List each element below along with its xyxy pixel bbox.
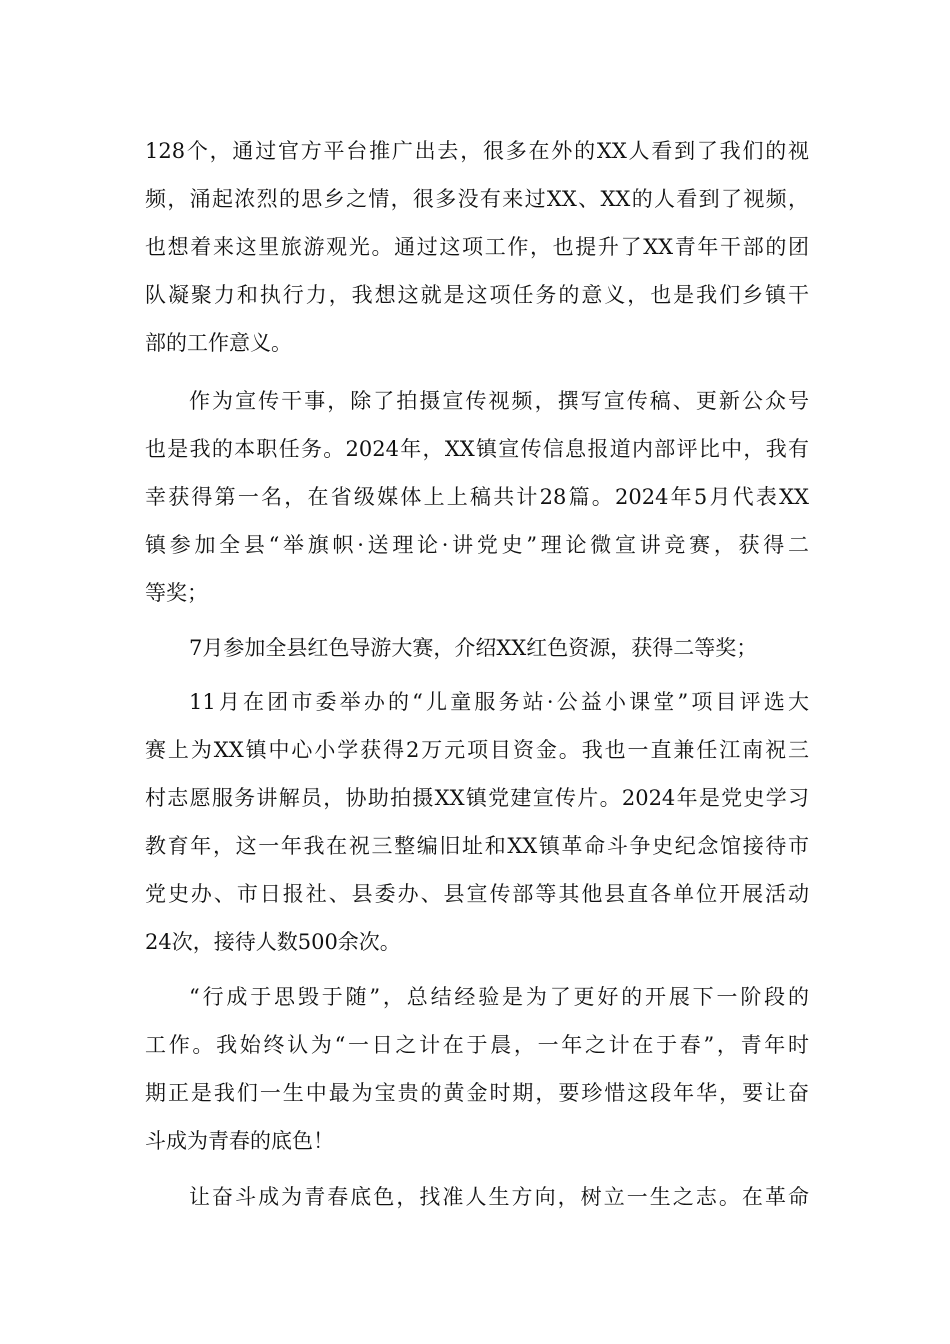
text-line: 队凝聚力和执行力，我想这就是这项任务的意义，也是我们乡镇干 [145, 283, 809, 307]
text-line: 幸获得第一名，在省级媒体上上稿共计28篇。2024年5月代表XX [145, 485, 809, 509]
text-line: 村志愿服务讲解员，协助拍摄XX镇党建宣传片。2024年是党史学习 [145, 786, 809, 810]
text-line: 期正是我们一生中最为宝贵的黄金时期，要珍惜这段年华，要让奋 [145, 1081, 809, 1105]
text-line: 党史办、市日报社、县委办、县宣传部等其他县直各单位开展活动 [145, 882, 809, 906]
text-line: 斗成为青春的底色！ [145, 1129, 334, 1153]
text-line: 24次，接待人数500余次。 [145, 930, 401, 954]
paragraph-first-line: 让奋斗成为青春底色，找准人生方向，树立一生之志。在革命 [189, 1185, 809, 1209]
text-line: 也想着来这里旅游观光。通过这项工作，也提升了XX青年干部的团 [145, 235, 809, 259]
paragraph-first-line: 11月在团市委举办的“儿童服务站·公益小课堂”项目评选大 [189, 690, 809, 714]
text-line: 部的工作意义。 [145, 331, 292, 355]
text-line: 等奖； [145, 581, 208, 605]
text-line: 128个，通过官方平台推广出去，很多在外的XX人看到了我们的视 [145, 139, 809, 163]
text-line: 工作。我始终认为“一日之计在于晨，一年之计在于春”，青年时 [145, 1033, 809, 1057]
text-line: 也是我的本职任务。2024年，XX镇宣传信息报道内部评比中，我有 [145, 437, 809, 461]
paragraph-first-line: “行成于思毁于随”，总结经验是为了更好的开展下一阶段的 [189, 985, 809, 1009]
text-line: 教育年，这一年我在祝三整编旧址和XX镇革命斗争史纪念馆接待市 [145, 834, 809, 858]
paragraph-first-line: 作为宣传干事，除了拍摄宣传视频，撰写宣传稿、更新公众号 [189, 389, 809, 413]
paragraph-first-line: 7月参加全县红色导游大赛，介绍XX红色资源，获得二等奖； [189, 636, 758, 660]
text-line: 赛上为XX镇中心小学获得2万元项目资金。我也一直兼任江南祝三 [145, 738, 809, 762]
text-line: 频，涌起浓烈的思乡之情，很多没有来过XX、XX的人看到了视频， [145, 187, 809, 211]
text-line: 镇参加全县“举旗帜·送理论·讲党史”理论微宣讲竞赛，获得二 [145, 533, 809, 557]
